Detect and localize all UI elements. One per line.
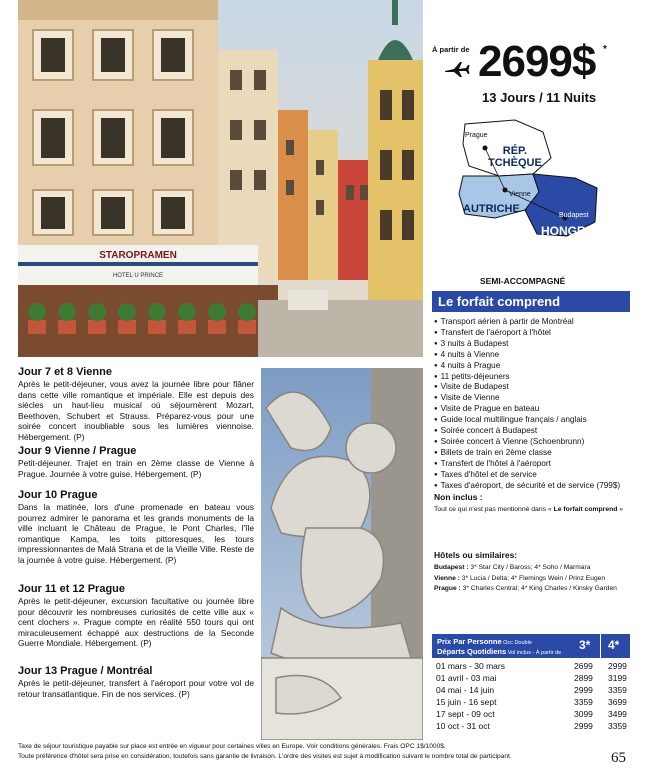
forfait-item: ● Transfert de l'aéroport à l'hôtel [434,328,620,339]
hotels-title: Hôtels ou similaires: [434,550,518,560]
forfait-item: ● Soirée concert à Budapest [434,426,620,437]
price-row-3star: 2899 [574,673,593,683]
price-row-4star: 3359 [608,721,627,731]
forfait-list [434,317,620,492]
forfait-item: ● Visite de Prague en bateau [434,404,620,415]
price-table-head-l1-small: Occ Double [501,640,532,646]
price-row-4star: 2999 [608,661,627,671]
price-row [436,673,630,684]
price-table-header [432,634,630,658]
forfait-item: ● Transfert de l'hôtel à l'aéroport [434,459,620,470]
itinerary-day-title: Jour 9 Vienne / Prague [18,445,137,457]
price-row-4star: 3199 [608,673,627,683]
price-col-4star: 4* [608,638,620,652]
itinerary-day-title: Jour 11 et 12 Prague [18,583,125,595]
price-row [436,709,630,720]
forfait-item: ● Soirée concert à Vienne (Schoenbrunn) [434,437,620,448]
itinerary-day-title: Jour 13 Prague / Montréal [18,665,153,677]
price-row-dates: 10 oct - 31 oct [436,721,490,731]
price-col-3star: 3* [579,638,591,652]
itinerary-day [18,665,254,699]
airplane-icon [444,60,470,78]
non-inclus-text-bold: Le forfait comprend [553,506,618,513]
map-country-czech-line2: TCHÈQUE [488,156,542,169]
price-table-head-line1 [437,637,532,646]
hotel-city: Prague : [434,585,461,592]
price-table-head-l1-text: Prix Par Personne [437,637,502,646]
map-country-czech-line1: RÉP. [502,145,528,157]
hotel-row [434,584,617,595]
footer-notes [18,742,598,762]
price-table-head-l2-text: Départs Quotidiens [437,647,507,656]
hotel-names: 3* Star City / Baross; 4* Soho / Marmara [468,564,591,571]
forfait-item: ● Billets de train en 2ème classe [434,448,620,459]
price-row-3star: 2999 [574,721,593,731]
price-row-dates: 04 mai - 14 juin [436,685,495,695]
itinerary-day-text: Après le petit-déjeuner, excursion facultative ou journée libre pour découvrir les nombreuses curiosités de cette ville aux « cent clochers ». Prague compte en réalité 550 tours qui ont miraculeusement échappé aux destructions de la Seconde Guerre Mondiale. Hébergement. (P) [18,596,254,648]
price-row-3star: 2999 [574,685,593,695]
itinerary-day [18,445,254,479]
price-row [436,721,630,732]
price-row-3star: 3359 [574,697,593,707]
price-row [436,685,630,696]
forfait-item: ● 4 nuits à Vienne [434,350,620,361]
itinerary-day-title: Jour 10 Prague [18,489,98,501]
footer-line: Toute préférence d'hôtel sera prise en considération, toutefois sans garantie de livraison. L'ordre des visites est sujet à modification suivant le nombre total de participant. [18,753,512,760]
footer-line: Taxe de séjour touristique payable sur place est entrée en vigueur pour certaines villes en Europe. Voir conditions générales. Frais OPC 1$/1000$. [18,743,446,750]
itinerary-day [18,366,254,442]
price-amount: 2699$ [478,37,596,86]
forfait-item: ● Transport aérien à partir de Montréal [434,317,620,328]
price-row-4star: 3499 [608,709,627,719]
map-country-czech [488,146,542,169]
trip-duration: 13 Jours / 11 Nuits [482,90,597,105]
price-row [436,697,630,708]
forfait-item: ● 3 nuits à Budapest [434,339,620,350]
hotel-city: Vienne : [434,574,460,582]
price-col-divider [600,634,601,658]
forfait-item: ● 11 petits-déjeuners [434,372,620,383]
forfait-item: ● Visite de Vienne [434,393,620,404]
itinerary-day-title: Jour 7 et 8 Vienne [18,366,112,378]
forfait-item: ● 4 nuits à Prague [434,361,620,372]
forfait-header: Le forfait comprend [432,291,630,312]
forfait-item: ● Visite de Budapest [434,382,620,393]
forfait-item: ● Taxes d'aéroport, de sécurité et de service (799$) [434,481,620,492]
itinerary-day-text: Après le petit-déjeuner, transfert à l'aéroport pour votre vol de retour transatlantique. Fin de nos services. (P) [18,678,254,699]
non-inclus-text-after: » [617,506,624,513]
itinerary-day [18,583,254,649]
hotel-names: 3* Charles Central; 4* King Charles / Kinsky Garden [460,585,617,592]
map-city-prague: Prague [465,132,488,139]
itinerary-day-text: Après le petit-déjeuner, vous avez la journée libre pour flâner dans cette ville romantique et impériale. Elle est depuis des siècles un haut-lieu musical où séjournèrent Mozart, Beethoven, Schubert et Strauss. Préparez-vous pour une soirée concert inoubliable sous les lumières viennoise. Hébergement. (P) [18,379,254,442]
forfait-item: ● Taxes d'hôtel et de service [434,470,620,481]
price-table-head-line2 [437,647,561,656]
price-row-dates: 01 mars - 30 mars [436,661,505,671]
cafe-sign: STAROPRAMEN [99,250,177,261]
price-table-head-l2-small: Vol inclus - À partir de [506,650,562,656]
hotel-names: 3* Lucia / Delta; 4* Flemings Wein / Prinz Eugen [459,574,606,582]
forfait-item: ● Guide local multilingue français / anglais [434,415,620,426]
itinerary-day [18,489,254,565]
hotel-row [434,563,617,574]
price-row-dates: 15 juin - 16 sept [436,697,497,707]
price-row [436,661,630,672]
route-map [455,118,605,248]
price-row-dates: 17 sept - 09 oct [436,709,495,719]
map-city-budapest: Budapest [559,212,589,219]
price-row-dates: 01 avril - 03 mai [436,673,497,683]
hotel-sign: HOTEL U PRINCE [112,273,164,279]
semi-accompanied-label: SEMI-ACCOMPAGNÉ [480,276,566,286]
itinerary-day-text: Dans la matinée, lors d'une promenade en bateau vous pourrez admirer le panorama et les grands monuments de la ville incluant le Château de Prague, le Pont Charles, l'île romantique Kampa, les toits pittoresques, les tours impressionnantes de Malá Strana et de la Vieille Ville. Reste de la journée à votre guise. Hébergement. (P) [18,502,254,565]
price-asterisk: * [603,44,607,55]
price-row-3star: 3099 [574,709,593,719]
map-city-vienne: Vienne [509,191,531,198]
map-country-austria: AUTRICHE [463,203,520,215]
prague-square-photo [18,0,423,357]
hotel-city: Budapest : [434,564,469,571]
price-from-label: À partir de [432,45,470,54]
hotels-list [434,563,617,595]
price-row-3star: 2699 [574,661,593,671]
price-row-4star: 3359 [608,685,627,695]
price-row-4star: 3699 [608,697,627,707]
non-inclus-text-before: Tout ce qui n'est pas mentionné dans « [434,506,554,513]
map-country-hungary: HONGRIE [541,224,598,238]
page-number: 65 [611,750,626,766]
itinerary-day-text: Petit-déjeuner. Trajet en train en 2ème classe de Vienne à Prague. Journée à votre guise. Hébergement. (P) [18,458,254,479]
non-inclus-title: Non inclus : [434,492,483,502]
angel-statue-photo [261,368,423,740]
hotel-row [434,574,617,585]
non-inclus-text [434,506,623,513]
